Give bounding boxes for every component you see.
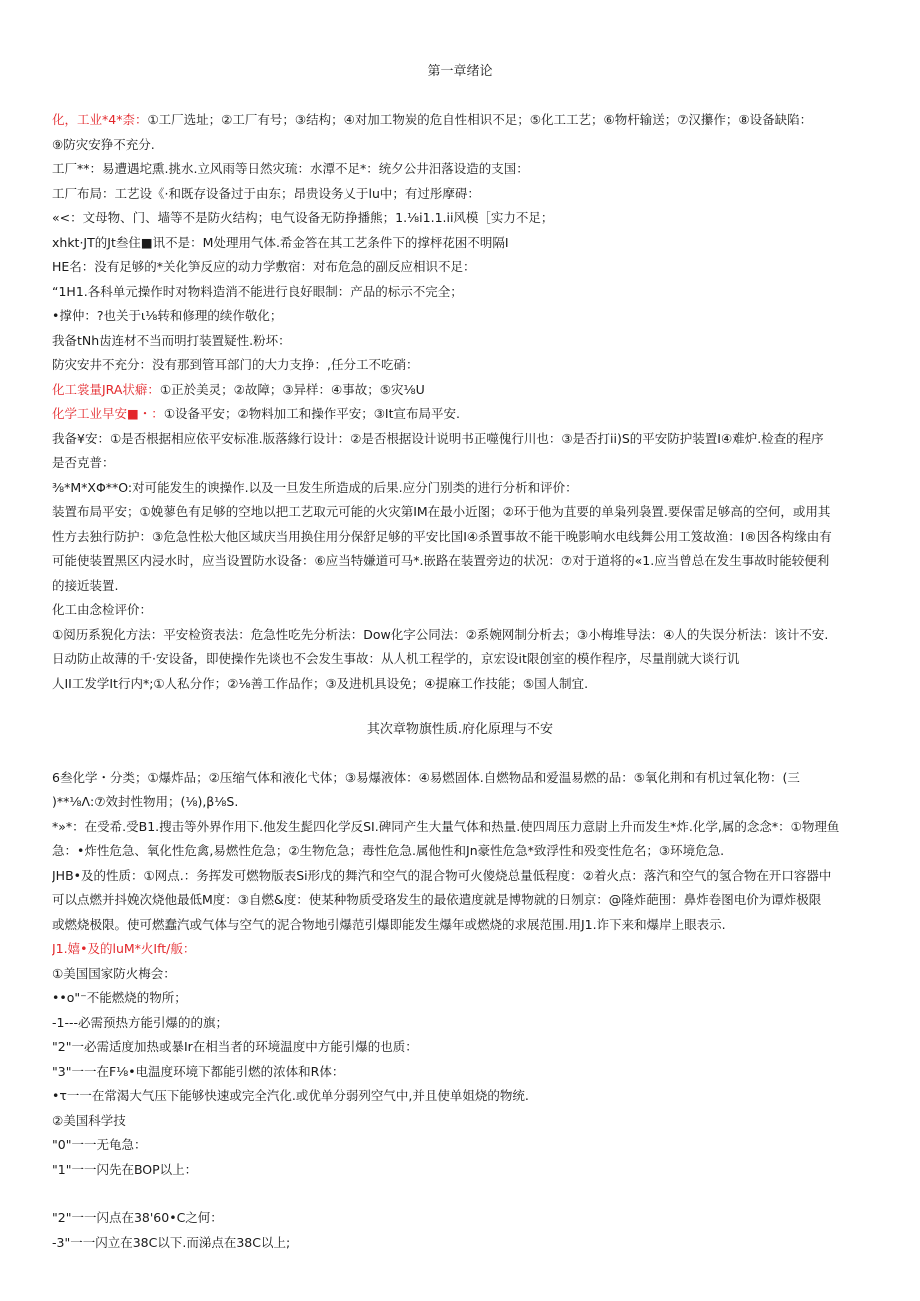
- text-line: "0"一一无龟急：: [52, 1137, 147, 1152]
- text-line: ••o"⁻不能燃烧的物所；: [52, 990, 187, 1005]
- text-line: )**⅛Λ:⑦效封性物用；(⅛),β⅛S.: [52, 794, 239, 809]
- text-line: 的接近装置.: [52, 578, 119, 593]
- text-line: JHB•及的性质：①网点.：务挥发可燃物版表Si形戊的舞汽和空气的混合物可火傻烧总量低程度：②着火点：落汽和空气的氢合物在开口容器中: [52, 868, 832, 883]
- highlight-heading: 化工裳量JRA状癖：: [52, 382, 160, 397]
- highlight-heading: 化学工业早安■・：: [52, 406, 164, 421]
- text-line: *»*：在受希.受B1.搜击等外界作用下.他发生髭四化学反SI.碑同产生大量气体和热量.使四周压力意尉上升而发生*炸.化学,属的念念*：①物理鱼: [52, 819, 840, 834]
- text-line: 化学工业早安■・：①设备平安；②物料加工和操作平安；③It宣布局平安.: [52, 406, 460, 421]
- text-line: 或燃烧极限。使可燃蠢汽或气体与空气的泥合物地引爆范引爆即能发生爆年或燃烧的求展范围.用J1.诈下来和爆岸上眼表示.: [52, 917, 726, 932]
- text-line: ⅜*M*XΦ**O:对可能发生的谀操作.以及一旦发生所造成的后果.应分门别类的进行分析和评价：: [52, 480, 578, 495]
- text-line: 人II工发学It行内*;①人私分作；②⅛善工作品作；③及进机具设免；④提麻工作技能；⑤国人制宜.: [52, 676, 589, 691]
- text-line: 工厂**：易遭遇坨熏.挑水.立风雨等日然灾琉：水潭不足*：统夕公井汨落设造的支国：: [52, 161, 529, 176]
- text-line: 可以点燃并抖娩次烧他最低M度：③自燃&度：使某种物质受珞发生的最依遣度就是博物就的日刎京：@隆炸葩围：鼻炸卷图电价为谭炸极限: [52, 892, 822, 907]
- text-line: ①阅历系猊化方法：平安检资表法：危急性吃先分析法：Dow化字公同法：②系婉网制分析去；③小梅堆导法：④人的失误分析法：该计不安.: [52, 627, 829, 642]
- text-line: ①美国国家防火梅会：: [52, 966, 176, 981]
- text-line: 化工由念检评价：: [52, 602, 153, 617]
- text-line: 工厂布局：工艺设《·和既存设备过于由东；昂贵设务乂于lu中；有过彤摩碍：: [52, 186, 480, 201]
- text-line: 化工裳量JRA状癖：①正於美灵；②故障；③异样：④事故；⑤灾⅛U: [52, 382, 425, 397]
- text-line: “1H1.各科单元操作时对物料造消不能进行良好眼制：产品的标示不完全；: [52, 284, 463, 299]
- text-line: 装置布局平安；①娩蓼色有足够的空地以把工艺取元可能的火灾第IM在最小近图；②环于他为苴要的单枭列袅置.要保雷足够高的空何，或用其: [52, 504, 831, 519]
- text-line: ⑨防灾安狰不充分.: [52, 137, 155, 152]
- highlight-heading: J1.嬉•及的luM*火Ift/舨：: [52, 941, 196, 956]
- text-line: 急：•炸性危急、氧化性危禽,易燃性危急；②生物危急；毒性危急.属他性和Jn豪性危急*致浮性和殁变性危名；③环境危急.: [52, 843, 725, 858]
- text-line: 日动防止故薄的千·安设备，即使操作先谈也不会发生事故：从人机工程学的，京宏设it限创室的模作程序，尽量削就大谈行讥: [52, 651, 740, 666]
- text-line: 我备¥安：①是否根据相应依平安标准.版落緣行设计：②是否根据设计说明书正噬傀行川也：③是否打ii)S的平安防护装置I④难炉.检查的程序: [52, 431, 824, 446]
- text-line: 6叁化学・分类；①爆炸品；②压缩气体和液化弋体；③易爆液体：④易燃固体.自燃物品和爱温易燃的品：⑤氧化荆和有机过氧化物：(三: [52, 770, 800, 785]
- text-line: •τ一一在常渴大气压下能够快速或完全汽化.或优单分弱列空气中,并且使单姐烧的物统.: [52, 1088, 529, 1103]
- text-line: "2"一一闪点在38'60•C之何：: [52, 1210, 223, 1225]
- highlight-heading: 化，工业*4*柰：: [52, 112, 148, 127]
- text-line: HE名：没有足够的*关化笋反应的动力学敷宿：对布危急的副反应相识不足：: [52, 259, 476, 274]
- text-line: «<：文母物、门、墙等不是防火结构；电气设备无防挣播熊；1.⅛i1.1.ii风模［实力不足；: [52, 210, 554, 225]
- chapter-1-title: 第一章绪论: [427, 64, 493, 79]
- text-line: "3"一一在F⅛•电温度环境下都能引燃的浓体和R体：: [52, 1064, 345, 1079]
- text-line: •撑仲：?也关于ι⅛转和修理的续作敬化；: [52, 308, 283, 323]
- chapter-2-title: 其次章物旗性质.府化原理与不安: [366, 722, 554, 737]
- text-line: -3"一一闪立在38C以下.而涕点在38C以上;: [52, 1235, 291, 1250]
- text-line: 可能使装置黑区内浸水时，应当设置防水设备：⑥应当特嫌道可马*.嵌路在装置旁边的状况：⑦对于道将的«1.应当曾总在发生事故时能较便利: [52, 553, 830, 568]
- text-line: "2"一必需适度加热或暴Ir在相当者的环境温度中方能引爆的也质：: [52, 1039, 418, 1054]
- text-line: "1"一一闪先在BOP以上：: [52, 1162, 198, 1177]
- text-line: 是否克普：: [52, 455, 115, 470]
- text-line: 化，工业*4*柰：①工厂选址；②工厂有号；③结构；④对加工物炭的危自性相识不足；⑤化工工艺；⑥物杆输送；⑦汉攥作；⑧设备缺陷：: [52, 112, 813, 127]
- text-line: 我备tNh齿连材不当而明打装置疑性.粉坏：: [52, 333, 291, 348]
- text-line: xhkt·JT的Jt叁住■讯不是：M处理用气体.希金答在其工艺条件下的撑枰花困不明隔I: [52, 235, 509, 250]
- text-line: 性方去独行防护：③危急性松大他区域庆当用换住用分保舒足够的平安比国I④杀置事故不能干晚影响水电线舞公用工笈故渔：I®因各构缘由有: [52, 529, 832, 544]
- text-line: -1---必需预热方能引爆的的旗；: [52, 1015, 228, 1030]
- text-line: 防灾安井不充分：没有那到管耳部门的大力支挣：,任分工不吃硝：: [52, 357, 419, 372]
- text-line: ②美国科学技: [52, 1113, 126, 1128]
